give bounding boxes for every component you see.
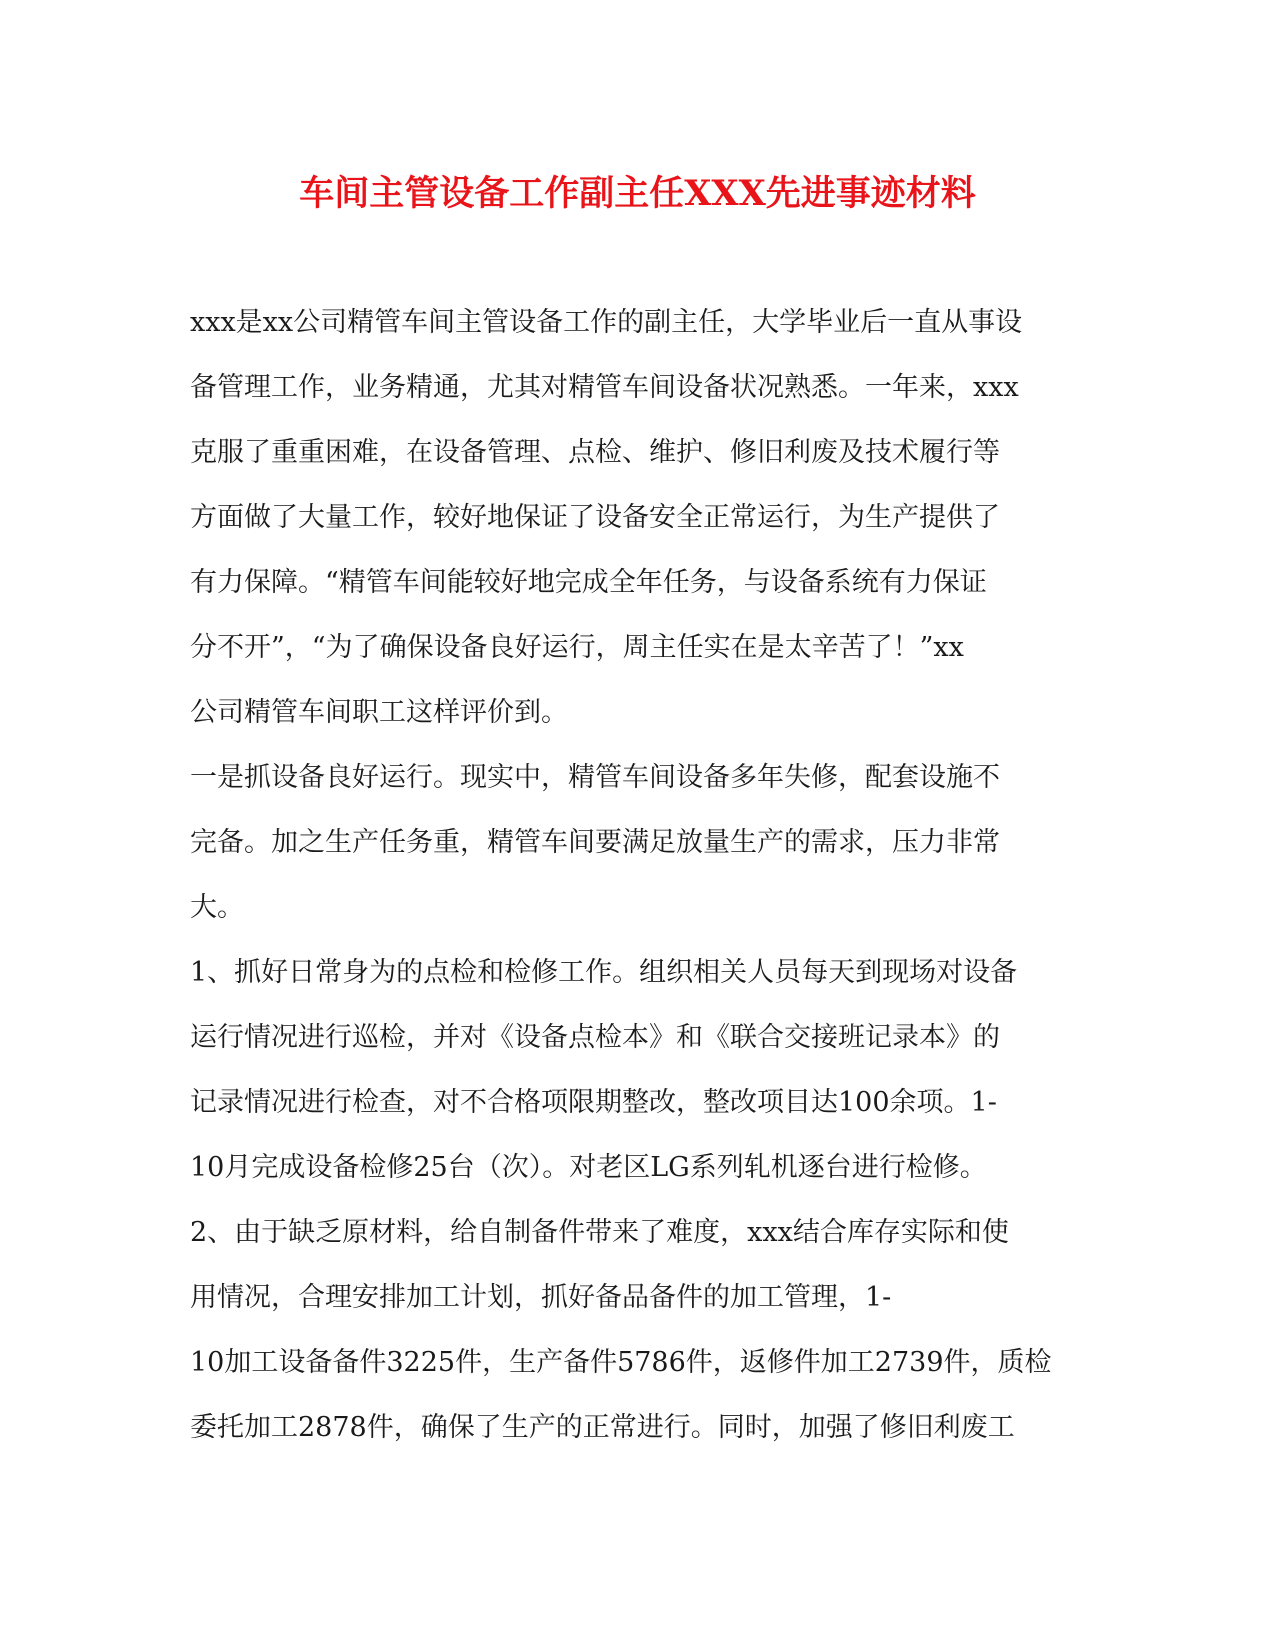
body-line: 大。: [190, 892, 244, 923]
body-line: 10月完成设备检修25台（次）。对老区LG系列轧机逐台进行检修。: [190, 1152, 987, 1183]
body-line: 完备。加之生产任务重，精管车间要满足放量生产的需求，压力非常: [190, 827, 1000, 858]
document-title: 车间主管设备工作副主任XXX先进事迹材料: [299, 173, 976, 214]
body-line: 克服了重重困难，在设备管理、点检、维护、修旧利废及技术履行等: [190, 437, 1000, 468]
body-line: 分不开”，“为了确保设备良好运行，周主任实在是太辛苦了！”xx: [190, 632, 964, 663]
body-line: 委托加工2878件，确保了生产的正常进行。同时，加强了修旧利废工: [190, 1412, 1015, 1443]
body-line: 1、抓好日常身为的点检和检修工作。组织相关人员每天到现场对设备: [190, 957, 1018, 988]
body-line: 方面做了大量工作，较好地保证了设备安全正常运行，为生产提供了: [190, 502, 1000, 533]
body-line: 备管理工作，业务精通，尤其对精管车间设备状况熟悉。一年来，xxx: [190, 372, 1019, 403]
body-line: 公司精管车间职工这样评价到。: [190, 697, 568, 728]
body-line: 一是抓设备良好运行。现实中，精管车间设备多年失修，配套设施不: [190, 762, 1000, 793]
body-line: 记录情况进行检查，对不合格项限期整改，整改项目达100余项。1-: [190, 1087, 997, 1118]
body-line: 10加工设备备件3225件，生产备件5786件，返修件加工2739件，质检: [190, 1347, 1052, 1378]
body-line: 用情况，合理安排加工计划，抓好备品备件的加工管理，1-: [190, 1282, 892, 1313]
body-line: 2、由于缺乏原材料，给自制备件带来了难度，xxx结合库存实际和使: [190, 1217, 1009, 1248]
document-body: [190, 290, 1090, 1460]
body-line: 有力保障。“精管车间能较好地完成全年任务，与设备系统有力保证: [190, 567, 987, 598]
body-line: xxx是xx公司精管车间主管设备工作的副主任，大学毕业后一直从事设: [190, 307, 1023, 338]
body-line: 运行情况进行巡检，并对《设备点检本》和《联合交接班记录本》的: [190, 1022, 1000, 1053]
